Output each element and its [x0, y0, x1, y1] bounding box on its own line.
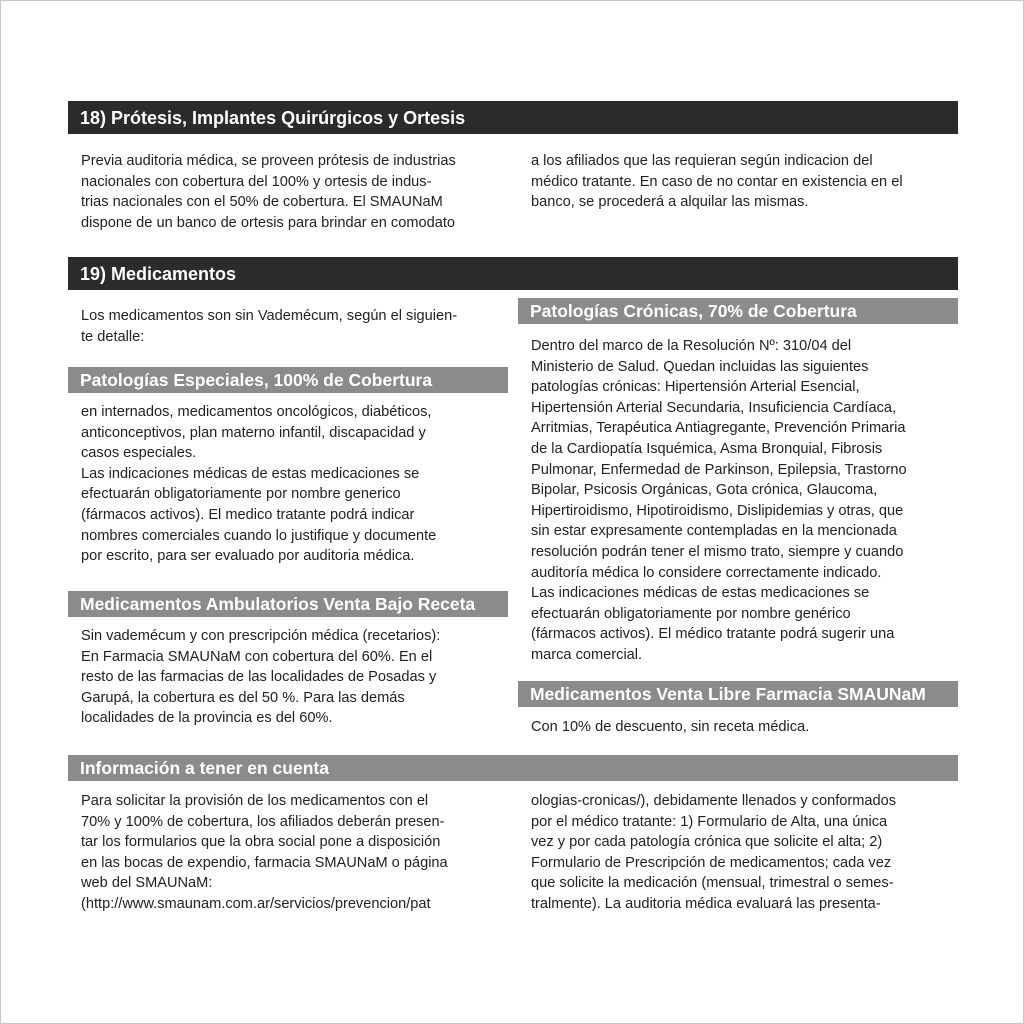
patologias-especiales-title: Patologías Especiales, 100% de Cobertura	[80, 370, 433, 390]
section-19-header	[68, 257, 958, 290]
ambulatorios-text: Sin vademécum y con prescripción médica (recetarios): En Farmacia SMAUNaM con cobertura del 60%. En el resto de las farmacias de las localidades de Posadas y Garupá, la cobertura es del 50 %. Para las demás localidades de la provincia es del 60%.	[81, 628, 441, 727]
section-18-text-right: a los afiliados que las requieran según indicacion del médico tratante. En caso de no contar en existencia en el banco, se procederá a alquilar las mismas.	[531, 153, 903, 211]
venta-libre-text: Con 10% de descuento, sin receta médica.	[531, 719, 810, 735]
patologias-cronicas-title: Patologías Crónicas, 70% de Cobertura	[530, 301, 857, 321]
ambulatorios-title: Medicamentos Ambulatorios Venta Bajo Receta	[80, 594, 476, 614]
section-19-title: 19) Medicamentos	[80, 264, 237, 284]
ambulatorios-header	[68, 591, 508, 617]
section-18-text-left: Previa auditoria médica, se proveen prótesis de industrias nacionales con cobertura del 100% y ortesis de indus- trias nacionales con el 50% de cobertura. El SMAUNaM dispone de un banco de ortesis para brindar en comodato	[81, 153, 456, 231]
informacion-text-right: ologias-cronicas/), debidamente llenados y conformados por el médico tratante: 1) Formulario de Alta, una única vez y por cada patología crónica que solicite el alta; 2) Formulario de Prescripción de medicamentos; cada vez que solicite la medicación (mensual, trimestral o semes- tralmente). La auditoria médica evaluará las presenta-	[531, 793, 897, 912]
informacion-title: Información a tener en cuenta	[80, 758, 329, 778]
patologias-cronicas-header	[518, 298, 958, 324]
venta-libre-header	[518, 681, 958, 707]
section-18-title: 18) Prótesis, Implantes Quirúrgicos y Ortesis	[80, 108, 466, 128]
informacion-text-left: Para solicitar la provisión de los medicamentos con el 70% y 100% de cobertura, los afiliados deberán presen- tar los formularios que la obra social pone a disposición en las bocas de expendio, farmacia SMAUNaM o página web del SMAUNaM: (http://www.smaunam.com.ar/servicios/prevencion/pat	[81, 793, 448, 912]
patologias-especiales-header	[68, 367, 508, 393]
venta-libre-title: Medicamentos Venta Libre Farmacia SMAUNaM	[530, 684, 926, 704]
section-18-header	[68, 101, 958, 134]
medicamentos-intro: Los medicamentos son sin Vademécum, según el siguien- te detalle:	[81, 308, 458, 345]
informacion-header	[68, 755, 958, 781]
patologias-cronicas-text: Dentro del marco de la Resolución Nº: 310/04 del Ministerio de Salud. Quedan incluidas las siguientes patologías crónicas: Hipertensión Arterial Esencial, Hipertensión Arterial Secundaria, Insuficiencia Cardíaca, Arritmias, Terapéutica Antiagregante, Prevención Primaria de la Cardiopatía Isquémica, Asma Bronquial, Fibrosis Pulmonar, Enfermedad de Parkinson, Epilepsia, Trastorno Bipolar, Psicosis Orgánicas, Gota crónica, Glaucoma, Hipertiroidismo, Hipotiroidismo, Dislipidemias y otras, que sin estar expresamente contempladas en la mencionada resolución podrán tener el mismo trato, siempre y cuando auditoría médica lo considere correctamente indicado. Las indicaciones médicas de estas medicaciones se efectuarán obligatoriamente por nombre genérico (fármacos activos). El médico tratante podrá sugerir una marca comercial.	[531, 338, 907, 663]
patologias-especiales-text: en internados, medicamentos oncológicos, diabéticos, anticonceptivos, plan materno infantil, discapacidad y casos especiales. Las indicaciones médicas de estas medicaciones se efectuarán obligatoriamente por nombre generico (fármacos activos). El medico tratante podrá indicar nombres comerciales cuando lo justifique y documente por escrito, para ser evaluado por auditoria médica.	[81, 404, 437, 565]
